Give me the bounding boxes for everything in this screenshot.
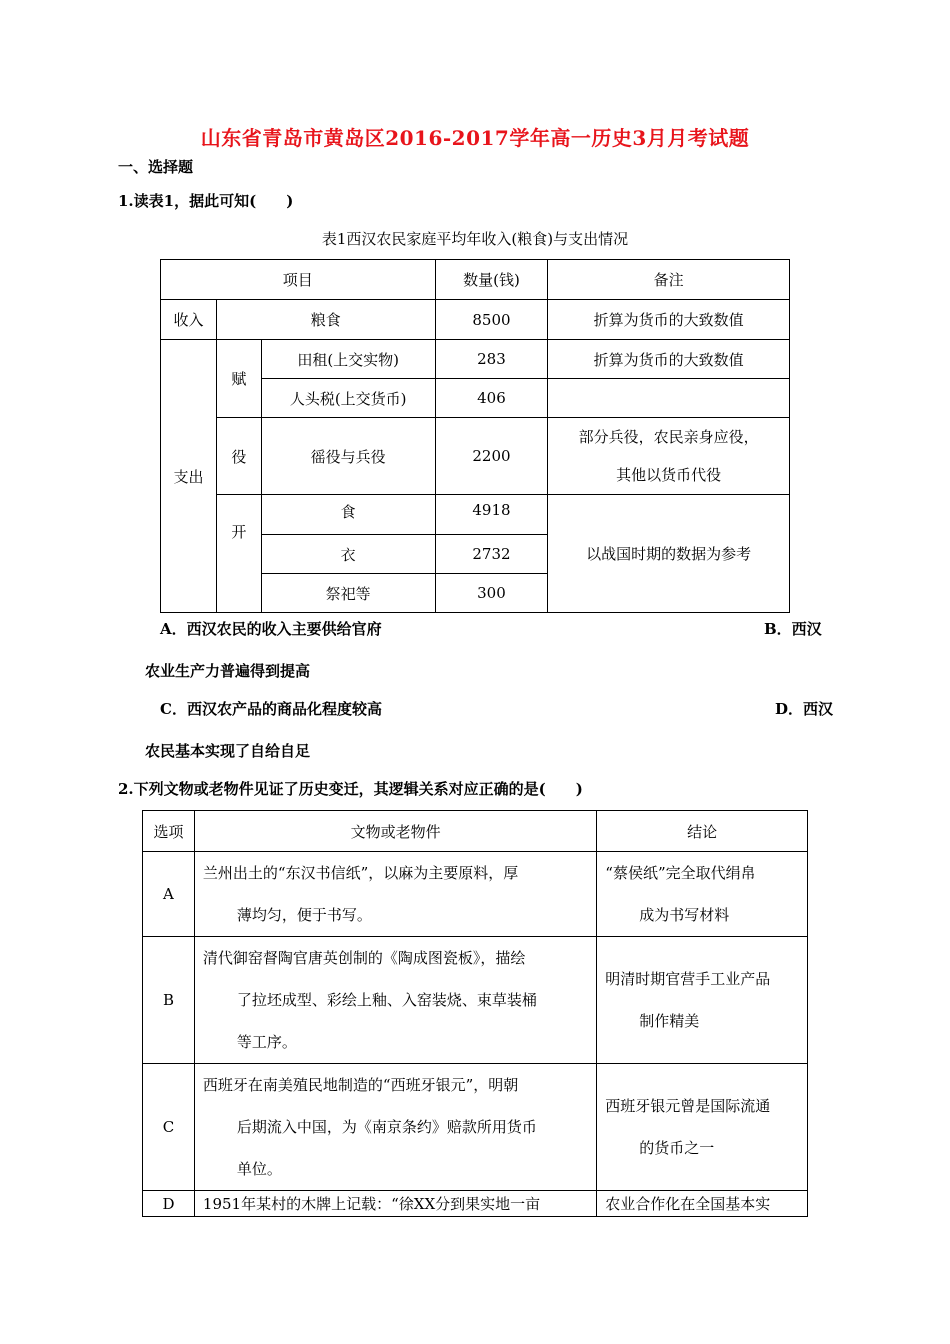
option-b-tail: 农业生产力普遍得到提高 bbox=[145, 662, 311, 680]
fu-note bbox=[548, 379, 790, 418]
artifact-line: 西班牙在南美殖民地制造的“西班牙银元”，明朝 bbox=[202, 1076, 519, 1094]
artifact-line: 薄均匀，便于书写。 bbox=[236, 906, 372, 924]
header-amount: 数量(钱) bbox=[435, 260, 548, 300]
kai-label bbox=[216, 495, 261, 613]
artifact-line: 等工序。 bbox=[236, 1033, 297, 1051]
conclusion-line: 明清时期官营手工业产品 bbox=[605, 970, 771, 988]
row-option: A bbox=[143, 852, 195, 937]
yi-item: 徭役与兵役 bbox=[261, 418, 435, 495]
option-b-head: B．西汉 bbox=[764, 620, 822, 638]
row-option: B bbox=[143, 937, 195, 1064]
header-note: 备注 bbox=[548, 260, 790, 300]
conclusion-line: 制作精美 bbox=[639, 1012, 700, 1030]
table-2 bbox=[142, 810, 808, 1217]
yi-amount: 2200 bbox=[435, 418, 548, 495]
yi-note-line: 部分兵役，农民亲身应役， bbox=[578, 428, 759, 446]
expense-label: 支出 bbox=[161, 340, 217, 613]
fu-item: 田租(上交实物) bbox=[261, 340, 435, 379]
artifact-line: 单位。 bbox=[236, 1160, 282, 1178]
artifact-line: 兰州出土的“东汉书信纸”，以麻为主要原料，厚 bbox=[202, 864, 519, 882]
option-a: A．西汉农民的收入主要供给官府 bbox=[160, 620, 382, 638]
kai-note: 以战国时期的数据为参考 bbox=[548, 495, 790, 613]
row-conclusion bbox=[597, 852, 808, 937]
header-artifact: 文物或老物件 bbox=[194, 811, 596, 852]
kai-item: 祭祀等 bbox=[261, 574, 435, 613]
kai-amount: 4918 bbox=[435, 495, 548, 535]
fu-amount: 406 bbox=[435, 379, 548, 418]
fu-label: 赋 bbox=[216, 340, 261, 418]
kai-amount: 300 bbox=[435, 574, 548, 613]
conclusion-line: 的货币之一 bbox=[639, 1139, 715, 1157]
fu-note: 折算为货币的大致数值 bbox=[548, 340, 790, 379]
row-option: C bbox=[143, 1064, 195, 1191]
kai-item: 食 bbox=[261, 495, 435, 535]
conclusion-line: 成为书写材料 bbox=[639, 906, 730, 924]
option-d-head: D．西汉 bbox=[775, 700, 834, 718]
page-title: 山东省青岛市黄岛区2016-2017学年高一历史3月月考试题 bbox=[200, 126, 750, 150]
artifact-line: 1951年某村的木牌上记载：“徐XX分到果实地一亩 bbox=[202, 1194, 541, 1213]
income-note: 折算为货币的大致数值 bbox=[548, 300, 790, 340]
kai-item: 衣 bbox=[261, 535, 435, 574]
kai-label-text: 开 bbox=[231, 523, 247, 541]
question-2-stem: 2.下列文物或老物件见证了历史变迁，其逻辑关系对应正确的是( ) bbox=[118, 780, 583, 798]
header-option: 选项 bbox=[143, 811, 195, 852]
row-artifact bbox=[194, 1064, 596, 1191]
row-option: D bbox=[143, 1191, 195, 1217]
option-c: C．西汉农产品的商品化程度较高 bbox=[160, 700, 382, 718]
artifact-line: 了拉坯成型、彩绘上釉、入窑装烧、束草装桶 bbox=[236, 991, 537, 1009]
income-amount: 8500 bbox=[435, 300, 548, 340]
table-1 bbox=[160, 259, 790, 613]
question-1-stem: 1.读表1，据此可知( ) bbox=[118, 192, 294, 210]
row-conclusion bbox=[597, 937, 808, 1064]
table-1-caption: 表1西汉农民家庭平均年收入(粮食)与支出情况 bbox=[321, 230, 629, 248]
row-conclusion bbox=[597, 1191, 808, 1217]
conclusion-line: 西班牙银元曾是国际流通 bbox=[605, 1097, 771, 1115]
header-item: 项目 bbox=[161, 260, 436, 300]
row-artifact bbox=[194, 852, 596, 937]
row-artifact bbox=[194, 1191, 596, 1217]
conclusion-line: “蔡侯纸”完全取代绢帛 bbox=[605, 864, 756, 882]
kai-amount: 2732 bbox=[435, 535, 548, 574]
income-item: 粮食 bbox=[216, 300, 435, 340]
yi-label: 役 bbox=[216, 418, 261, 495]
row-artifact bbox=[194, 937, 596, 1064]
section-heading: 一、选择题 bbox=[118, 158, 194, 176]
income-label: 收入 bbox=[161, 300, 217, 340]
header-conclusion: 结论 bbox=[597, 811, 808, 852]
artifact-line: 清代御窑督陶官唐英创制的《陶成图瓷板》，描绘 bbox=[202, 949, 526, 967]
fu-amount: 283 bbox=[435, 340, 548, 379]
row-conclusion bbox=[597, 1064, 808, 1191]
fu-item: 人头税(上交货币) bbox=[261, 379, 435, 418]
artifact-line: 后期流入中国，为《南京条约》赔款所用货币 bbox=[236, 1118, 537, 1136]
yi-note bbox=[548, 418, 790, 495]
yi-note-line: 其他以货币代役 bbox=[616, 466, 722, 484]
conclusion-line: 农业合作化在全国基本实 bbox=[605, 1194, 771, 1213]
option-d-tail: 农民基本实现了自给自足 bbox=[145, 742, 311, 760]
